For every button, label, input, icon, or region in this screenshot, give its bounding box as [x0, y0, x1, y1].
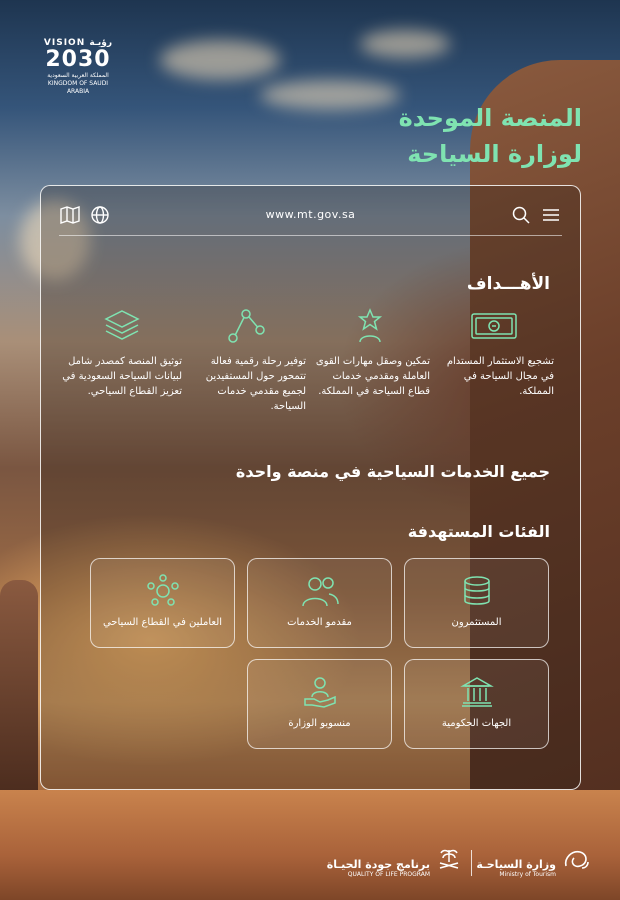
goal-item: [186, 304, 306, 414]
browser-bar: [59, 196, 562, 236]
journey-path-icon: [186, 304, 306, 348]
ministry-name-ar: وزارة السياحـة: [476, 858, 556, 871]
layers-icon: [62, 304, 182, 348]
target-label: منسوبو الوزارة: [288, 718, 351, 729]
target-label: الجهات الحكومية: [441, 718, 512, 729]
ministry-name-en: Ministry of Tourism: [499, 871, 556, 878]
cloud: [260, 80, 400, 110]
platform-panel: [40, 185, 581, 790]
targets-title: الفئات المستهدفة: [407, 522, 550, 541]
goal-text: توثيق المنصة كمصدر شامل لبيانات السياحة السعودية في تعزيز القطاع السياحي.: [62, 356, 182, 397]
goal-item: [310, 304, 430, 399]
target-card-government[interactable]: [404, 659, 549, 749]
page-headline: [399, 100, 582, 172]
target-card-service-providers[interactable]: [247, 558, 392, 648]
vision-2030-logo: [38, 38, 118, 96]
goals-title: الأهـــداف: [466, 274, 550, 294]
quality-of-life-logo: [327, 858, 462, 878]
ministry-emblem-icon: [562, 846, 590, 876]
vision-sub-ar: المملكة العربية السعودية: [47, 72, 109, 79]
target-card-tourism-workers[interactable]: [90, 558, 235, 648]
qol-name-ar: برنامج جودة الحيـاة: [326, 858, 430, 871]
target-card-ministry-staff[interactable]: [247, 659, 392, 749]
headline-line-1: المنصة الموحدة: [398, 104, 582, 132]
target-label: المستثمرون: [451, 617, 502, 628]
goal-text: توفير رحلة رقمية فعالة تتمحور حول المستفيدين لجميع مقدمي خدمات السياحة.: [205, 356, 306, 412]
cloud: [360, 30, 450, 58]
vision-top-text: VISION رؤيـة: [43, 38, 113, 48]
footer-logos: [0, 838, 620, 878]
people-icon: [248, 573, 391, 609]
goal-item: [434, 304, 554, 399]
goal-text: تشجيع الاستثمار المستدام في مجال السياحة في المملكة.: [446, 356, 554, 397]
qol-name-en: QUALITY OF LIFE PROGRAM: [347, 871, 430, 878]
rock-formation-left: [0, 580, 38, 800]
palm-swords-emblem-icon: [436, 846, 462, 876]
footer-divider: [471, 850, 472, 876]
ministry-of-tourism-logo: [476, 858, 590, 878]
network-icon: [91, 573, 234, 609]
cloud: [160, 40, 280, 80]
platform-tagline: جميع الخدمات السياحية في منصة واحدة: [235, 462, 550, 481]
target-label: مقدمو الخدمات: [287, 617, 352, 628]
target-label: العاملين في القطاع السياحي: [102, 617, 223, 628]
money-icon: [434, 304, 554, 348]
headline-line-2: لوزارة السياحة: [407, 140, 582, 168]
employee-hand-icon: [248, 674, 391, 710]
vision-sub-en: KINGDOM OF SAUDI ARABIA: [47, 80, 109, 95]
target-card-investors[interactable]: [404, 558, 549, 648]
search-icon[interactable]: [510, 204, 532, 226]
menu-icon[interactable]: [540, 204, 562, 226]
url-text[interactable]: www.mt.gov.sa: [265, 208, 356, 221]
person-star-icon: [310, 304, 430, 348]
goal-item: [62, 304, 182, 399]
vision-year: 2030: [45, 47, 111, 72]
government-building-icon: [405, 674, 548, 710]
database-icon: [405, 573, 548, 609]
goal-text: تمكين وصقل مهارات القوى العاملة ومقدمي خدمات قطاع السياحة في المملكة.: [315, 356, 430, 397]
